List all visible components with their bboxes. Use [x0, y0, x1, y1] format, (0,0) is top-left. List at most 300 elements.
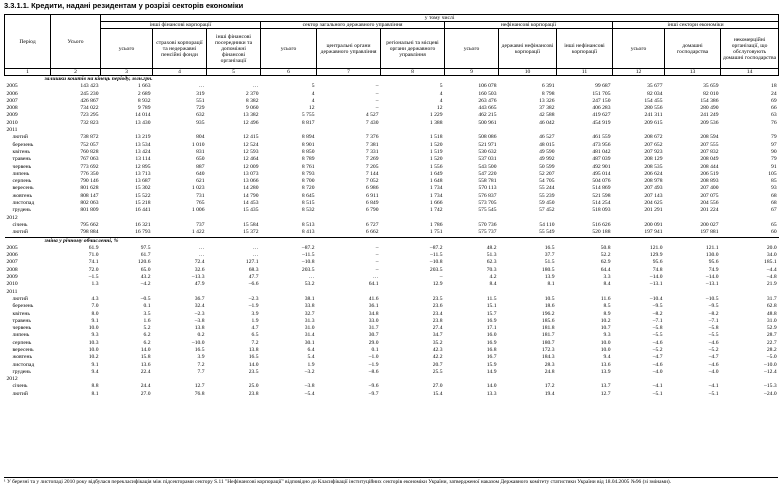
table-cell: 31.0 [304, 325, 315, 332]
table-cell: 280 490 [700, 105, 719, 112]
table-cell: –10.5 [705, 295, 719, 302]
table-cell: – [439, 274, 443, 281]
table-cell: 70.3 [486, 266, 497, 273]
table-cell: –10.4 [649, 295, 663, 302]
table-cell: 406 283 [592, 105, 611, 112]
table-cell: 121.1 [705, 244, 719, 251]
table-cell: 181.8 [541, 325, 555, 332]
table-cell: 207 143 [644, 192, 663, 199]
table-cell: … [198, 252, 205, 259]
table-cell: 12 415 [243, 134, 259, 141]
table-cell: 3.9 [197, 354, 205, 361]
table-cell: –24.0 [764, 390, 777, 397]
table-cell: 71.0 [88, 252, 99, 259]
table-cell: 8 382 [245, 97, 259, 104]
table-cell: 12.9 [432, 281, 443, 288]
table-cell: 68.3 [248, 266, 259, 273]
row-period: червень [12, 325, 32, 332]
table-cell: 43.2 [140, 274, 151, 281]
table-cell: 1.9 [251, 317, 259, 324]
table-cell: –10.8 [301, 259, 315, 266]
table-cell: 74.8 [652, 266, 663, 273]
table-cell: 207 923 [644, 148, 663, 155]
table-cell: 55 239 [539, 192, 555, 199]
header-group-other: інші сектори економіки [613, 22, 779, 29]
table-cell: 61.7 [140, 252, 151, 259]
table-cell [557, 127, 613, 134]
table-cell: 74.9 [708, 266, 719, 273]
row-period: 2008 [6, 266, 18, 273]
table-row [5, 347, 779, 354]
row-period: березень [12, 303, 34, 310]
table-cell: 65.0 [140, 266, 151, 273]
table-cell: 13 687 [135, 178, 151, 185]
table-cell: 203.5 [429, 266, 443, 273]
table-cell: –8.6 [368, 368, 379, 375]
row-period: 2007 [6, 97, 18, 104]
header-group-ofc: інші фінансові корпорації [101, 22, 261, 29]
table-cell: 7.2 [251, 339, 259, 346]
table-cell: 8.4 [489, 281, 497, 288]
table-cell: 573 705 [478, 200, 497, 207]
table-cell: 208 535 [644, 163, 663, 170]
table-cell: 208 672 [644, 134, 663, 141]
table-cell: 55 549 [539, 229, 555, 236]
row-period: 2010 [6, 119, 18, 126]
table-cell: 1 518 [429, 134, 443, 141]
table-cell: –5.5 [708, 332, 719, 339]
table-cell: 64.4 [600, 266, 611, 273]
table-cell: 197 881 [700, 229, 719, 236]
table-cell: 59 450 [539, 200, 555, 207]
table-cell: 60 [771, 229, 777, 236]
table-cell: –12.4 [764, 368, 777, 375]
table-cell: 23.4 [432, 310, 443, 317]
table-cell: 1 666 [429, 200, 443, 207]
row-period: квітень [12, 310, 30, 317]
table-cell: –5.1 [708, 390, 719, 397]
table-cell: 105 [768, 170, 777, 177]
row-period: 2011 [6, 127, 18, 134]
table-cell: 8 513 [301, 221, 315, 228]
table-cell: 206 624 [644, 170, 663, 177]
table-cell: 7 205 [365, 163, 379, 170]
column-number: 1 [5, 69, 51, 76]
table-cell: –87.2 [429, 244, 443, 251]
table-cell: 13 713 [135, 170, 151, 177]
table-cell: 13.8 [194, 325, 205, 332]
table-cell: 11.6 [600, 295, 611, 302]
table-cell: 68 [771, 192, 777, 199]
table-cell: 74.1 [88, 259, 99, 266]
table-cell [613, 215, 665, 222]
table-cell: –7.1 [708, 317, 719, 324]
table-cell: 208 893 [700, 178, 719, 185]
table-cell [317, 376, 381, 383]
table-cell: 1 786 [429, 221, 443, 228]
table-cell: 65 [771, 221, 777, 228]
table-cell: 25.0 [248, 383, 259, 390]
table-cell: 14 014 [135, 112, 151, 119]
table-cell: 66 [771, 105, 777, 112]
row-period: лютий [12, 229, 28, 236]
table-cell: … [198, 83, 205, 90]
table-cell: 207 832 [700, 148, 719, 155]
table-cell: –4.6 [708, 339, 719, 346]
table-cell: 203.5 [301, 266, 315, 273]
table-cell: 31.3 [304, 317, 315, 324]
table-cell: 13.9 [600, 368, 611, 375]
row-period: 2012 [6, 214, 18, 221]
table-cell: 10.2 [88, 354, 99, 361]
table-cell: 1 742 [429, 207, 443, 214]
table-cell: 38.1 [304, 295, 315, 302]
table-cell [207, 376, 261, 383]
table-cell: 7 144 [365, 170, 379, 177]
table-cell: 640 [196, 170, 205, 177]
table-cell: 20.7 [432, 361, 443, 368]
table-cell [207, 289, 261, 296]
table-cell: 16.5 [544, 244, 555, 251]
table-cell: 650 [196, 156, 205, 163]
row-period: серпень [12, 339, 32, 346]
table-cell: 8 761 [301, 163, 315, 170]
table-cell: 37 382 [539, 105, 555, 112]
table-cell: 91 [771, 163, 777, 170]
table-cell: 8.1 [547, 281, 555, 288]
table-cell [499, 289, 557, 296]
table-cell: 9.3 [91, 332, 99, 339]
table-row [5, 252, 779, 259]
table-cell: 52 207 [539, 170, 555, 177]
credits-table-container [4, 14, 778, 398]
table-cell: 19.4 [544, 390, 555, 397]
table-cell: 8 901 [301, 141, 315, 148]
table-cell: 31.7 [766, 295, 777, 302]
row-period: березень [12, 141, 34, 148]
table-cell [51, 376, 101, 383]
table-cell: 8 515 [301, 200, 315, 207]
table-cell: 180.5 [541, 266, 555, 273]
table-cell: 1 751 [429, 229, 443, 236]
table-cell: 49 590 [539, 148, 555, 155]
table-cell: 280 556 [644, 105, 663, 112]
column-number: 3 [101, 69, 153, 76]
table-cell [557, 215, 613, 222]
table-cell: 1 648 [429, 178, 443, 185]
table-cell: 443 665 [478, 105, 497, 112]
table-cell: 8 894 [301, 134, 315, 141]
table-cell: 23.5 [432, 295, 443, 302]
table-cell: 99 687 [595, 83, 611, 90]
table-row [5, 391, 779, 398]
table-cell: 13 326 [539, 97, 555, 104]
table-cell: 547 220 [478, 170, 497, 177]
table-cell: 46 042 [539, 119, 555, 126]
table-row [5, 303, 779, 310]
table-cell: 1.3 [91, 281, 99, 288]
table-cell: 9.4 [91, 368, 99, 375]
table-cell: 68 [771, 200, 777, 207]
table-cell: 518 093 [592, 207, 611, 214]
table-cell: –4.6 [652, 339, 663, 346]
table-cell: 28.3 [544, 361, 555, 368]
table-row [5, 171, 779, 178]
table-cell: 0.1 [143, 303, 151, 310]
table-cell [51, 289, 101, 296]
row-period: 2010 [6, 281, 18, 288]
table-cell: 8.0 [91, 310, 99, 317]
table-cell: 1 388 [429, 119, 443, 126]
table-cell [557, 289, 613, 296]
header-c10: державні нефінансові корпорації [499, 29, 557, 69]
table-cell: 808 147 [80, 192, 99, 199]
table-cell: 62.8 [766, 303, 777, 310]
table-cell: 37.7 [544, 252, 555, 259]
table-cell: 1 519 [429, 148, 443, 155]
table-cell: 197 941 [644, 229, 663, 236]
table-cell: 319 [196, 90, 205, 97]
table-cell: 13 382 [243, 112, 259, 119]
table-cell: 49 992 [539, 156, 555, 163]
table-cell: 208 978 [644, 178, 663, 185]
footnote: ¹ У березні та у листопаді 2010 року відбулася перекласифікація між підсекторами сектору S.11 "Нефінансові корпорації" відповідно до Класифікації інституційних секторів економіки України, затвердженої наказом Державного комітету статистики України від 18.04.2005 №96 (зі змінами). [4, 477, 778, 486]
table-cell [721, 289, 779, 296]
table-cell: 16.7 [486, 354, 497, 361]
table-cell: 10.0 [88, 325, 99, 332]
table-cell: 55 244 [539, 185, 555, 192]
table-cell: 760 828 [80, 148, 99, 155]
table-cell: 127.1 [245, 259, 259, 266]
table-cell: 767 063 [80, 156, 99, 163]
table-cell [317, 289, 381, 296]
table-cell: 172.3 [541, 346, 555, 353]
table-cell [261, 127, 317, 134]
table-cell: –4.7 [708, 354, 719, 361]
table-cell: 30.1 [304, 339, 315, 346]
table-cell [381, 376, 445, 383]
table-cell: … [252, 83, 259, 90]
table-cell: 201 291 [644, 207, 663, 214]
table-cell: 206 519 [700, 170, 719, 177]
table-cell: 207 400 [700, 185, 719, 192]
table-cell: –15.3 [764, 383, 777, 390]
table-cell: 520 188 [592, 229, 611, 236]
row-period: грудень [12, 368, 31, 375]
table-cell: 8.1 [91, 390, 99, 397]
table-cell: 8 793 [301, 170, 315, 177]
table-row [5, 354, 779, 361]
table-cell: 62.9 [600, 259, 611, 266]
table-cell: –5.2 [652, 346, 663, 353]
table-cell: 723 295 [80, 112, 99, 119]
table-cell: –2.3 [248, 295, 259, 302]
header-c3: усього [101, 29, 153, 69]
table-cell: 8.8 [91, 383, 99, 390]
row-period: листопад [12, 200, 35, 207]
table-cell: … [372, 274, 379, 281]
table-cell: –2.3 [194, 310, 205, 317]
table-cell: 6 911 [366, 192, 379, 199]
table-cell: 209 536 [700, 119, 719, 126]
table-cell: 1 663 [137, 83, 151, 90]
table-cell: 4.7 [251, 325, 259, 332]
table-cell [665, 289, 721, 296]
table-cell: 15.4 [432, 390, 443, 397]
table-cell: 7 269 [365, 156, 379, 163]
table-cell: –4.0 [708, 368, 719, 375]
table-cell: –1.9 [248, 303, 259, 310]
table-cell: 42.2 [432, 354, 443, 361]
table-cell: –6.6 [248, 281, 259, 288]
table-cell: 185.6 [541, 317, 555, 324]
row-period: 2009 [6, 274, 18, 281]
header-c9: усього [445, 29, 499, 69]
table-row [5, 149, 779, 156]
table-cell: 798 884 [80, 229, 99, 236]
column-number: 4 [153, 69, 207, 76]
table-cell: –5.4 [304, 390, 315, 397]
table-cell: 6.2 [143, 339, 151, 346]
table-cell: 57 452 [539, 207, 555, 214]
table-cell: 208 444 [700, 163, 719, 170]
header-c4: страхові корпорації та недержавні пенсійні фонди [153, 29, 207, 69]
table-cell: … [198, 244, 205, 251]
table-row [5, 112, 779, 119]
row-period: липень [12, 332, 30, 339]
table-cell: 7.7 [197, 368, 205, 375]
table-cell: 10.7 [600, 325, 611, 332]
table-row [5, 289, 779, 296]
table-cell: 12 524 [243, 141, 259, 148]
table-cell [101, 376, 153, 383]
table-cell: 454 919 [592, 119, 611, 126]
header-c5: інші фінансові посередники та допоміжні фінансові організації [207, 29, 261, 69]
table-cell: 41.6 [368, 295, 379, 302]
table-cell: 13 219 [135, 134, 151, 141]
table-cell: 13.7 [600, 383, 611, 390]
table-row [5, 164, 779, 171]
table-cell: 22.4 [140, 368, 151, 375]
table-cell: 54 705 [539, 178, 555, 185]
table-cell [721, 127, 779, 134]
table-cell: 8.9 [603, 310, 611, 317]
table-cell: – [375, 244, 379, 251]
table-row [5, 229, 779, 237]
table-row [5, 311, 779, 318]
table-cell: 13 066 [243, 178, 259, 185]
table-cell: 15.9 [486, 361, 497, 368]
table-cell: 4.2 [489, 274, 497, 281]
table-cell: 6 662 [365, 229, 379, 236]
column-number: 14 [721, 69, 779, 76]
table-cell: 5 755 [301, 112, 315, 119]
table-cell [153, 215, 207, 222]
table-cell: 790 146 [80, 178, 99, 185]
table-cell: 1 023 [191, 185, 205, 192]
table-cell: 551 [196, 97, 205, 104]
table-cell: 23.5 [248, 368, 259, 375]
table-cell: 24.4 [140, 383, 151, 390]
table-cell: –1.0 [368, 354, 379, 361]
table-cell: 461 559 [592, 134, 611, 141]
table-cell: –8.2 [652, 310, 663, 317]
table-cell: 7 381 [365, 141, 379, 148]
table-cell: 130.0 [705, 252, 719, 259]
table-cell: –13.1 [705, 281, 719, 288]
table-row [5, 207, 779, 214]
table-cell [445, 215, 499, 222]
table-cell: 28.2 [766, 346, 777, 353]
table-cell: 53.2 [304, 281, 315, 288]
table-cell: – [375, 83, 379, 90]
table-cell: 804 [196, 134, 205, 141]
table-cell: –4.2 [140, 281, 151, 288]
table-cell [153, 376, 207, 383]
table-cell [101, 215, 153, 222]
table-cell: 9.4 [603, 354, 611, 361]
table-cell: 8.5 [603, 303, 611, 310]
table-cell: 69 [771, 97, 777, 104]
row-period: листопад [12, 361, 35, 368]
table-cell [445, 376, 499, 383]
table-cell: 61.9 [88, 244, 99, 251]
table-cell [101, 289, 153, 296]
table-cell: 521 598 [592, 192, 611, 199]
table-cell: 14.0 [248, 361, 259, 368]
table-cell: 935 [196, 119, 205, 126]
table-cell: 22.7 [766, 339, 777, 346]
table-cell: 33.8 [304, 303, 315, 310]
table-cell: 4 [439, 90, 443, 97]
table-cell: 13.3 [486, 390, 497, 397]
table-cell: … [252, 252, 259, 259]
table-cell [665, 215, 721, 222]
table-cell: 729 [196, 105, 205, 112]
table-row [5, 215, 779, 222]
table-cell: 12 593 [243, 148, 259, 155]
table-cell: 473 956 [592, 141, 611, 148]
table-cell [207, 127, 261, 134]
table-row [5, 383, 779, 390]
table-cell: 10.0 [600, 346, 611, 353]
table-cell: 13.9 [544, 274, 555, 281]
table-cell: –3.8 [194, 317, 205, 324]
header-group-nfc: нефінансові корпорації [445, 22, 613, 29]
table-cell: 1 556 [429, 163, 443, 170]
table-row [5, 318, 779, 325]
table-cell: 15.7 [486, 310, 497, 317]
table-cell: 35 677 [647, 83, 663, 90]
table-cell: 7 331 [365, 148, 379, 155]
table-cell: –4.4 [766, 266, 777, 273]
table-cell: 241 249 [700, 112, 719, 119]
table-cell: 8 413 [301, 229, 315, 236]
table-cell: 35 659 [703, 83, 719, 90]
table-row [5, 200, 779, 207]
table-cell: 1 229 [429, 112, 443, 119]
table-cell: 419 627 [592, 112, 611, 119]
table-cell: 12 009 [243, 163, 259, 170]
table-cell: 7.0 [91, 303, 99, 310]
table-cell [499, 215, 557, 222]
column-number: 12 [613, 69, 665, 76]
table-cell: 209 615 [644, 119, 663, 126]
section-title-row [5, 76, 779, 84]
header-c12: усього [613, 29, 665, 69]
section-title-row [5, 237, 779, 245]
table-cell: 64.1 [368, 281, 379, 288]
